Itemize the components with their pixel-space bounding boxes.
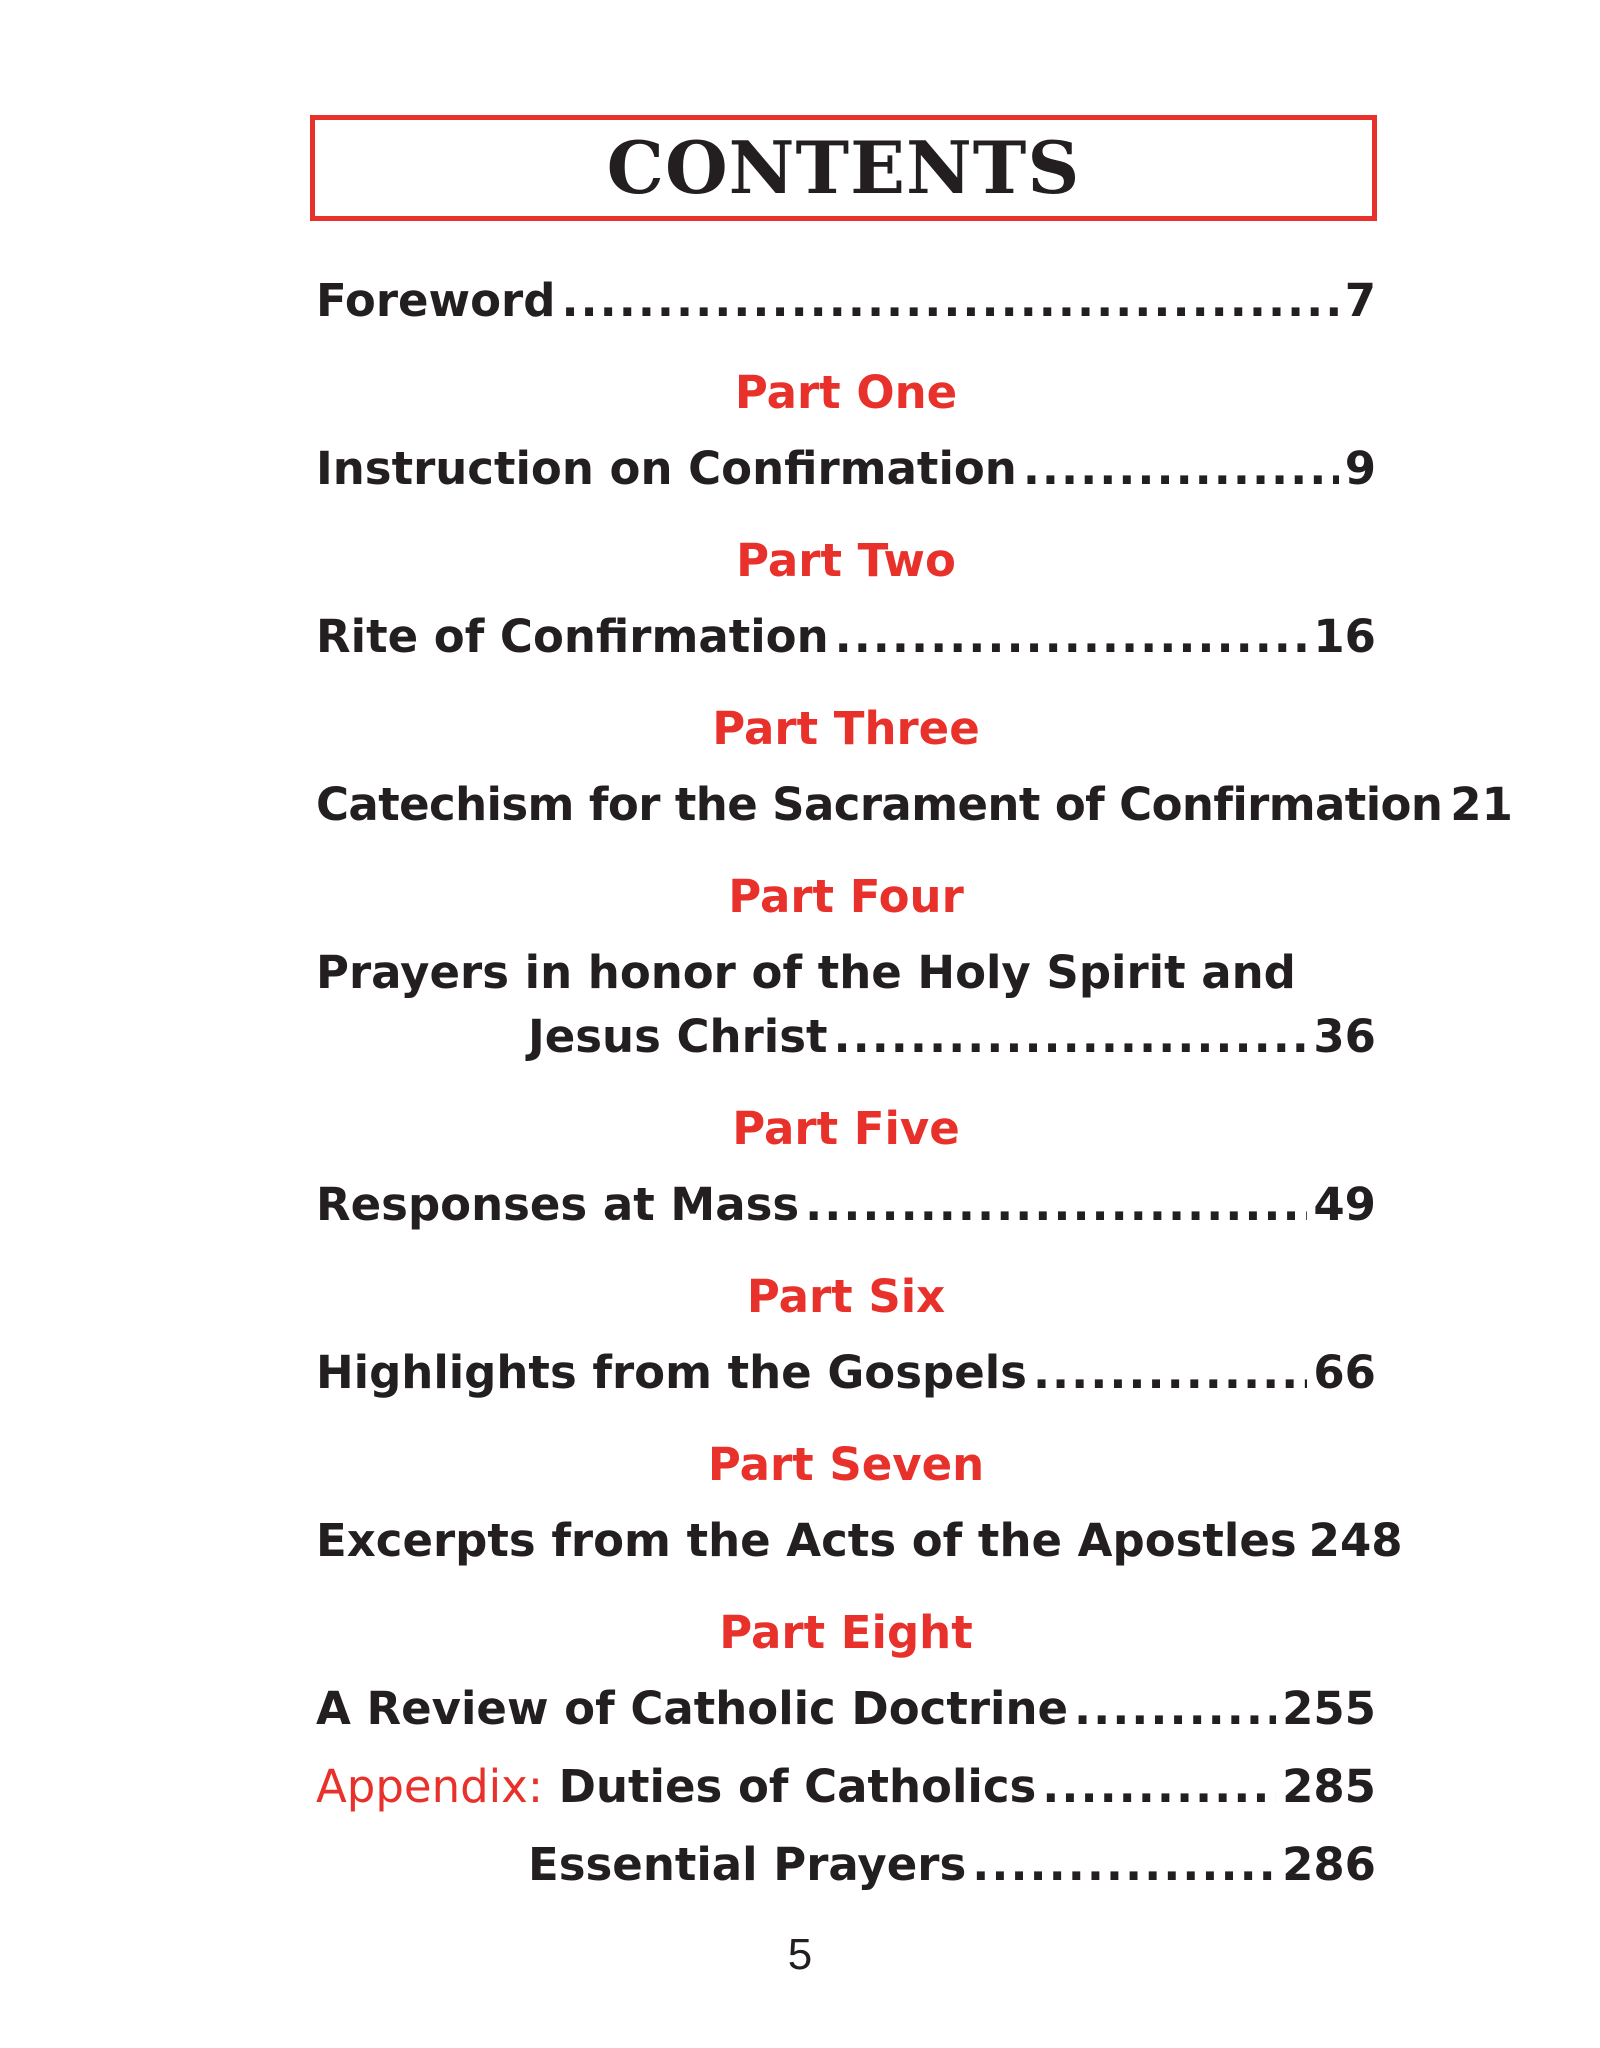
toc-entry-label: Jesus Christ [528, 1010, 828, 1063]
dot-leader [972, 1842, 1276, 1887]
toc-entry-part-two[interactable] [316, 610, 1376, 663]
toc-page-number: 255 [1282, 1682, 1376, 1735]
toc-entry-part-four[interactable] [316, 1010, 1376, 1063]
page-number: 5 [787, 1930, 813, 1979]
toc-entry-label: Rite of Confirmation [316, 610, 829, 663]
toc-entry-part-seven[interactable] [316, 1514, 1403, 1567]
part-heading-two: Part Two [736, 534, 956, 587]
dot-leader [1023, 446, 1339, 491]
toc-entry-appendix-duties[interactable] [316, 1760, 1376, 1813]
dot-leader [835, 614, 1308, 659]
toc-entry-label-group [316, 1760, 1037, 1813]
toc-entry-label: Highlights from the Gospels [316, 1346, 1027, 1399]
toc-page-number: 285 [1282, 1760, 1376, 1813]
part-heading-seven: Part Seven [707, 1438, 985, 1491]
toc-entry-part-six[interactable] [316, 1346, 1376, 1399]
toc-entry-label: Catechism for the Sacrament of Confirmation [316, 778, 1443, 831]
toc-entry-appendix-prayers[interactable] [316, 1838, 1376, 1891]
toc-page-number: 7 [1344, 274, 1376, 327]
toc-entry-part-one[interactable] [316, 442, 1376, 495]
toc-page-number: 36 [1313, 1010, 1376, 1063]
dot-leader [1033, 1350, 1307, 1395]
part-heading-five: Part Five [732, 1102, 960, 1155]
toc-page-number: 9 [1344, 442, 1376, 495]
toc-entry-label: Instruction on Confirmation [316, 442, 1017, 495]
title-box [310, 115, 1377, 221]
toc-entry-part-three[interactable] [316, 778, 1513, 831]
part-heading-six: Part Six [746, 1270, 946, 1323]
part-heading-three: Part Three [712, 702, 980, 755]
toc-entry-part-four-line1[interactable]: Prayers in honor of the Holy Spirit and [316, 946, 1296, 999]
part-heading-four: Part Four [728, 870, 964, 923]
toc-entry-label: Excerpts from the Acts of the Apostles [316, 1514, 1297, 1567]
toc-entry-part-five[interactable] [316, 1178, 1376, 1231]
part-heading-one: Part One [734, 366, 958, 419]
toc-entry-label: A Review of Catholic Doctrine [316, 1682, 1069, 1735]
toc-page-number: 49 [1313, 1178, 1376, 1231]
dot-leader [805, 1182, 1307, 1227]
toc-entry-label: Foreword [316, 274, 556, 327]
toc-page-number: 248 [1308, 1514, 1403, 1567]
toc-page-number: 16 [1313, 610, 1376, 663]
toc-page-number: 286 [1282, 1838, 1376, 1891]
dot-leader [561, 278, 1338, 323]
part-heading-eight: Part Eight [719, 1606, 973, 1659]
toc-entry-label: Duties of Catholics [558, 1760, 1037, 1813]
toc-entry-label: Essential Prayers [528, 1838, 967, 1891]
appendix-prefix: Appendix: [316, 1760, 543, 1813]
page-title: CONTENTS [606, 125, 1081, 210]
dot-leader [1042, 1764, 1276, 1809]
dot-leader [1074, 1686, 1276, 1731]
dot-leader [834, 1014, 1308, 1059]
toc-entry-label: Responses at Mass [316, 1178, 800, 1231]
toc-entry-foreword[interactable] [316, 274, 1376, 327]
toc-page-number: 21 [1450, 778, 1513, 831]
toc-page-number: 66 [1313, 1346, 1376, 1399]
toc-entry-part-eight[interactable] [316, 1682, 1376, 1735]
